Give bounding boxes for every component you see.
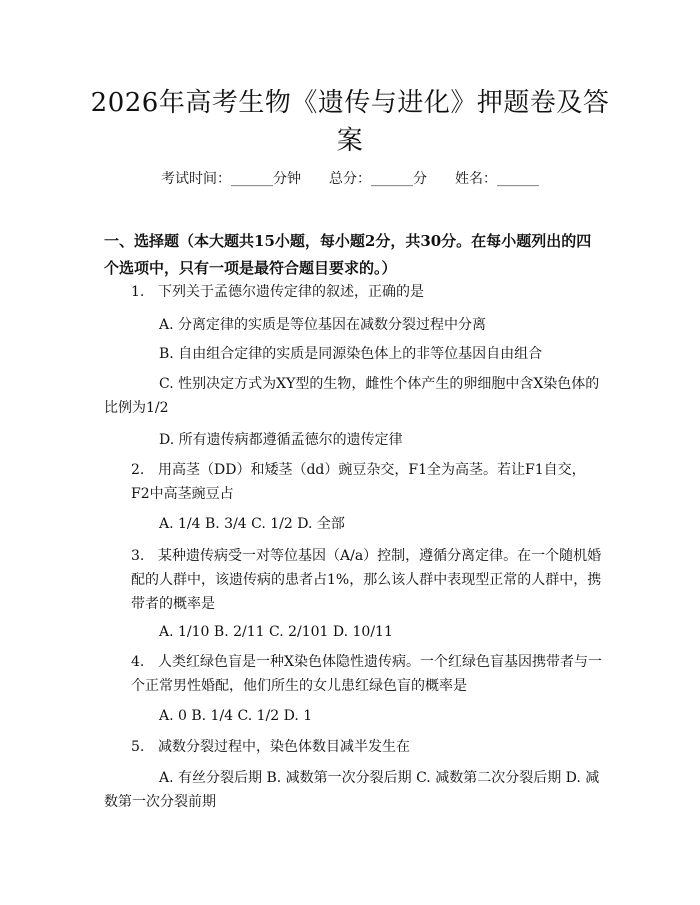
time-field: 考试时间：______分钟 — [161, 171, 301, 187]
question-1 — [104, 280, 604, 304]
question-number: 2. — [131, 462, 145, 478]
section-heading: 一、选择题（本大题共15小题，每小题2分，共30分。在每小题列出的四个选项中，只有一项是最符合题目要求的。） — [104, 232, 592, 277]
option-5: A. 有丝分裂后期 B. 减数第一次分裂后期 C. 减数第二次分裂后期 D. 减数第一次分裂前期 — [104, 770, 600, 810]
question-stem: 用高茎（DD）和矮茎（dd）豌豆杂交，F1全为高茎。若让F1自交，F2中高茎豌豆占 — [131, 462, 586, 502]
exam-meta — [0, 168, 700, 188]
question-stem: 下列关于孟德尔遗传定律的叙述，正确的是 — [158, 284, 424, 300]
option-1a: A. 分离定律的实质是等位基因在减数分裂过程中分离 — [159, 317, 487, 333]
option-2: A. 1/4 B. 3/4 C. 1/2 D. 全部 — [159, 516, 345, 532]
page-title: 2026年高考生物《遗传与进化》押题卷及答案 — [90, 88, 610, 156]
question-number: 5. — [131, 739, 145, 755]
option-3: A. 1/10 B. 2/11 C. 2/101 D. 10/11 — [159, 624, 393, 640]
option-1d: D. 所有遗传病都遵循孟德尔的遗传定律 — [159, 432, 403, 448]
option-1b: B. 自由组合定律的实质是同源染色体上的非等位基因自由组合 — [159, 346, 543, 362]
question-4 — [104, 650, 604, 698]
question-stem: 人类红绿色盲是一种X染色体隐性遗传病。一个红绿色盲基因携带者与一个正常男性婚配，他们所生的女儿患红绿色盲的概率是 — [131, 654, 602, 694]
name-field: 姓名：______ — [455, 171, 539, 187]
question-stem: 减数分裂过程中，染色体数目减半发生在 — [158, 739, 410, 755]
question-5 — [104, 735, 604, 759]
question-stem: 某种遗传病受一对等位基因（A/a）控制，遵循分离定律。在一个随机婚配的人群中，该遗传病的患者占1%，那么该人群中表现型正常的人群中，携带者的概率是 — [131, 548, 602, 612]
question-number: 1. — [131, 284, 145, 300]
option-4: A. 0 B. 1/4 C. 1/2 D. 1 — [159, 708, 313, 724]
question-3 — [104, 544, 604, 616]
score-field: 总分：______分 — [329, 171, 427, 187]
option-1c: C. 性别决定方式为XY型的生物，雌性个体产生的卵细胞中含X染色体的比例为1/2 — [104, 376, 600, 416]
question-number: 3. — [131, 548, 145, 564]
question-2 — [104, 458, 604, 506]
question-number: 4. — [131, 654, 145, 670]
